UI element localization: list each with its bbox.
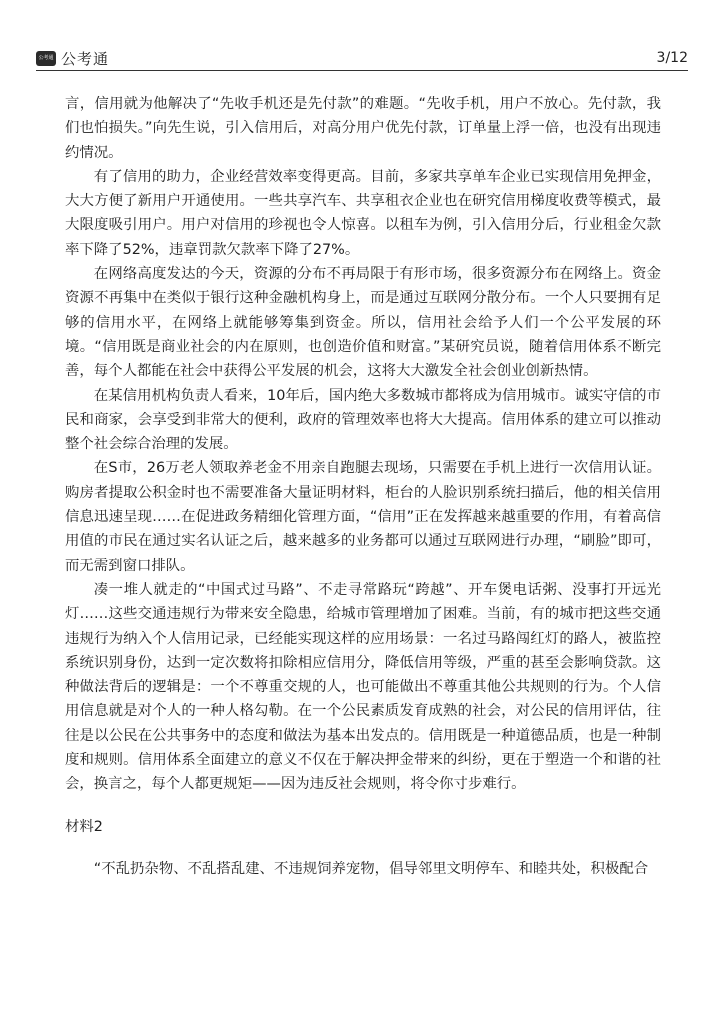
logo-badge-icon: 公考通: [36, 51, 56, 66]
paragraph: 在网络高度发达的今天，资源的分布不再局限于有形市场，很多资源分布在网络上。资金资源不再集中在类似于银行这种金融机构身上，而是通过互联网分散分布。一个人只要拥有足够的信用水平，在网络上就能够筹集到资金。所以，信用社会给予人们一个公平发展的环境。“信用既是商业社会的内在原则，也创造价值和财富。”某研究员说，随着信用体系不断完善，每个人都能在社会中获得公平发展的机会，这将大大激发全社会创业创新热情。: [65, 266, 661, 380]
page-number: 3/12: [656, 50, 688, 66]
paragraph: 在S市，26万老人领取养老金不用亲自跑腿去现场，只需要在手机上进行一次信用认证。购房者提取公积金时也不需要准备大量证明材料，柜台的人脸识别系统扫描后，他的相关信用信息迅速呈现……在促进政务精细化管理方面，“信用”正在发挥越来越重要的作用，有着高信用值的市民在通过实名认证之后，越来越多的业务都可以通过互联网进行办理，“刷脸”即可，而无需到窗口排队。: [65, 460, 661, 574]
paragraph: 有了信用的助力，企业经营效率变得更高。目前，多家共享单车企业已实现信用免押金，大大方便了新用户开通使用。一些共享汽车、共享租衣企业也在研究信用梯度收费等模式，最大限度吸引用户。用户对信用的珍视也令人惊喜。以租车为例，引入信用分后，行业租金欠款率下降了52%，违章罚款欠款率下降了27%。: [65, 168, 661, 258]
header-divider: [36, 70, 688, 71]
paragraph: 凑一堆人就走的“中国式过马路”、不走寻常路玩“跨越”、开车煲电话粥、没事打开远光灯……这些交通违规行为带来安全隐患，给城市管理增加了困难。当前，有的城市把这些交通违规行为纳入个人信用记录，已经能实现这样的应用场景：一名过马路闯红灯的路人，被监控系统识别身份，达到一定次数将扣除相应信用分，降低信用等级，严重的甚至会影响贷款。这种做法背后的逻辑是：一个不尊重交规的人，也可能做出不尊重其他公共规则的行为。个人信用信息就是对个人的一种人格勾勒。在一个公民素质发育成熟的社会，对公民的信用评估，往往是以公民在公共事务中的态度和做法为基本出发点的。信用既是一种道德品质，也是一种制度和规则。信用体系全面建立的意义不仅在于解决押金带来的纠纷，更在于塑造一个和谐的社会，换言之，每个人都更规矩——因为违反社会规则，将令你寸步难行。: [65, 581, 661, 793]
section-heading: 材料2: [65, 818, 103, 835]
paragraph: 言，信用就为他解决了“先收手机还是先付款”的难题。“先收手机，用户不放心。先付款，我们也怕损失。”向先生说，引入信用后，对高分用户优先付款，订单量上浮一倍，也没有出现违约情况。: [65, 96, 661, 161]
paragraph: 在某信用机构负责人看来，10年后，国内绝大多数城市都将成为信用城市。诚实守信的市民和商家，会享受到非常大的便利，政府的管理效率也将大大提高。信用体系的建立可以推动整个社会综合治理的发展。: [65, 387, 661, 453]
logo-text: 公考通: [61, 50, 110, 68]
paragraph: “不乱扔杂物、不乱搭乱建、不违规饲养宠物，倡导邻里文明停车、和睦共处，积极配合: [93, 860, 649, 877]
page-header: [0, 0, 724, 72]
logo: [36, 48, 109, 69]
document-body: [65, 92, 661, 881]
